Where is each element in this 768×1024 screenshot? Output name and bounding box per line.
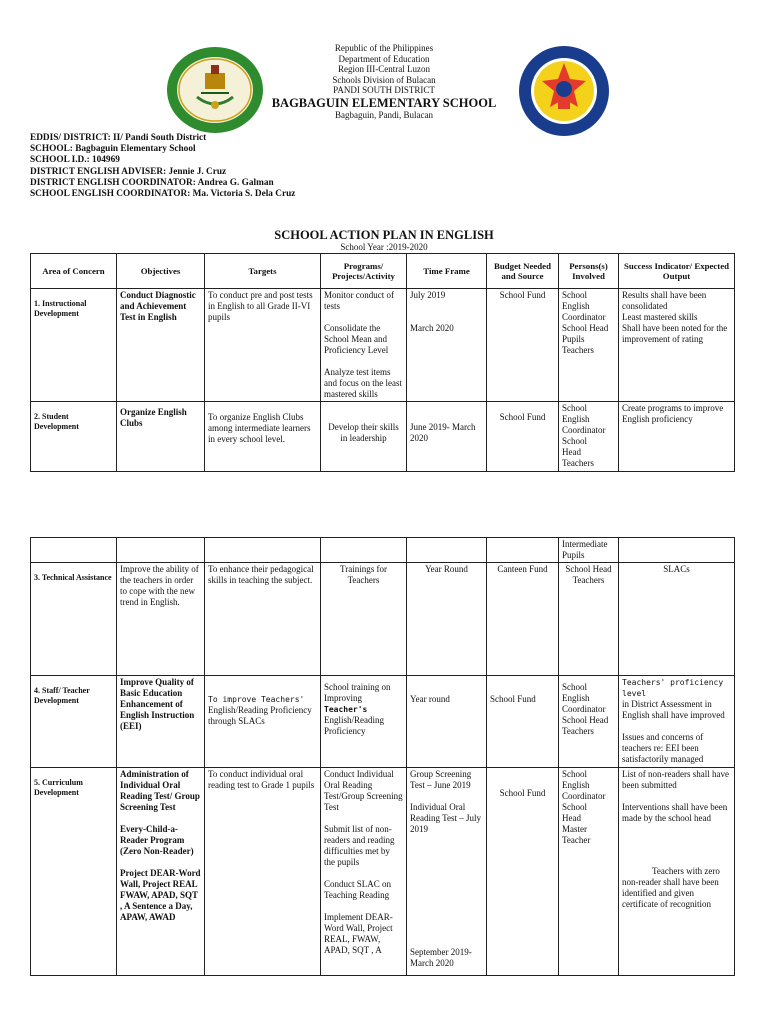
time-item: Individual Oral Reading Test – July 2019 (410, 802, 481, 834)
target-lead: To improve Teachers' (208, 695, 305, 704)
success-cell: SLACs (619, 563, 735, 676)
objective-cell: Improve Quality of Basic Education Enhancement of English Instruction (EEI) (117, 676, 205, 768)
area-of-concern: 2. Student Development (31, 402, 117, 472)
program-item: Conduct SLAC on Teaching Reading (324, 879, 392, 900)
table-row (31, 676, 735, 768)
time-item: July 2019 (410, 290, 446, 300)
letterhead (0, 43, 768, 121)
budget-cell: School Fund (487, 768, 559, 976)
column-header: Persons(s) Involved (559, 254, 619, 289)
program-item: School training on Improving (324, 682, 391, 703)
time-frame-cell: June 2019- March 2020 (407, 402, 487, 472)
person-item: Coordinator (562, 791, 606, 801)
info-line: EDDIS/ DISTRICT: II/ Pandi South District (30, 133, 207, 143)
empty-cell (619, 538, 735, 563)
school-name: BAGBAGUIN ELEMENTARY SCHOOL (271, 95, 497, 110)
info-line: DISTRICT ENGLISH COORDINATOR: Andrea G. Galman (30, 177, 274, 188)
target-cell (205, 676, 321, 768)
area-of-concern: 4. Staff/ Teacher Development (31, 676, 117, 768)
programs-cell: Develop their skills in leadership (321, 402, 407, 472)
person-item: School (562, 802, 588, 812)
program-item: Submit list of non-readers and reading difficulties met by the pupils (324, 824, 395, 867)
budget-cell: School Fund (487, 676, 559, 768)
action-plan-table-continued (30, 537, 735, 976)
person-item: School Head (562, 715, 609, 725)
column-header: Programs/ Projects/Activity (321, 254, 407, 289)
info-line: SCHOOL: Bagbaguin Elementary School (30, 144, 196, 155)
person-item: Coordinator (562, 704, 606, 714)
person-item: Teachers (562, 726, 594, 736)
time-item: March 2020 (410, 323, 454, 333)
target-cell: To organize English Clubs among intermediate learners in every school level. (205, 402, 321, 472)
area-of-concern: 1. Instructional Development (31, 289, 117, 402)
time-frame-cell: Year round (407, 676, 487, 768)
info-line: SCHOOL I.D.: 104969 (30, 155, 120, 166)
success-cell (619, 289, 735, 402)
table-row (31, 538, 735, 563)
program-item: English/Reading Proficiency (324, 715, 384, 736)
program-item: Conduct Individual Oral Reading Test/Group Screening Test (324, 769, 403, 812)
empty-cell (487, 538, 559, 563)
person-item: Pupils (562, 550, 585, 560)
budget-cell: Canteen Fund (487, 563, 559, 676)
success-cell: Create programs to improve English proficiency (619, 402, 735, 472)
school-address: Bagbaguin, Pandi, Bulacan (335, 109, 433, 120)
time-frame-cell (407, 289, 487, 402)
table-row (31, 768, 735, 976)
column-header: Area of Concern (31, 254, 117, 289)
school-year: School Year :2019-2020 (340, 242, 428, 252)
person-item: School (562, 403, 588, 413)
empty-cell (321, 538, 407, 563)
person-item: Head (562, 447, 581, 457)
header-line: Department of Education (338, 53, 430, 64)
success-item: Shall have been noted for the improvement of rating (622, 323, 728, 344)
person-item: Head (562, 813, 581, 823)
target-cell: To conduct pre and post tests in English to all Grade II-VI pupils (205, 289, 321, 402)
persons-cell (559, 768, 619, 976)
persons-cell (559, 402, 619, 472)
objective-item: Project DEAR-Word Wall, Project REAL FWAW, APAD, SQT , A Sentence a Day, APAW, AWAD (120, 868, 201, 922)
program-item: Monitor conduct of tests (324, 290, 394, 311)
info-line: DISTRICT ENGLISH ADVISER: Jennie J. Cruz (30, 166, 227, 177)
column-header: Time Frame (407, 254, 487, 289)
objective-cell: Improve the ability of the teachers in order to cope with the new trend in English. (117, 563, 205, 676)
table-header-row (31, 254, 735, 289)
programs-cell (321, 289, 407, 402)
success-item: in District Assessment in English shall have improved (622, 699, 725, 720)
persons-cell (559, 538, 619, 563)
table-row (31, 563, 735, 676)
person-item: English (562, 301, 590, 311)
success-item: Issues and concerns of teachers re: EEI been satisfactorily managed (622, 732, 704, 764)
target-cell: To conduct individual oral reading test to Grade 1 pupils (205, 768, 321, 976)
info-line: SCHOOL ENGLISH COORDINATOR: Ma. Victoria S. Dela Cruz (30, 189, 296, 200)
persons-cell (559, 289, 619, 402)
person-item: English (562, 780, 590, 790)
header-line: Region III-Central Luzon (338, 64, 430, 75)
table-row (31, 402, 735, 472)
objective-item: Every-Child-a-Reader Program (Zero Non-Reader) (120, 824, 194, 856)
objective-cell: Conduct Diagnostic and Achievement Test in English (117, 289, 205, 402)
person-item: Master (562, 824, 587, 834)
table-row (31, 289, 735, 402)
column-header: Targets (205, 254, 321, 289)
success-cell (619, 768, 735, 976)
plan-title: SCHOOL ACTION PLAN IN ENGLISH (274, 228, 494, 242)
empty-cell (31, 538, 117, 563)
person-item: School (562, 682, 588, 692)
person-item: Intermediate (562, 539, 608, 549)
header-line: Republic of the Philippines (334, 43, 434, 53)
programs-cell (321, 768, 407, 976)
column-header: Success Indicator/ Expected Output (619, 254, 735, 289)
header-line: Schools Division of Bulacan (332, 74, 436, 85)
person-item: English (562, 414, 590, 424)
time-item: September 2019- March 2020 (410, 947, 472, 968)
success-item: List of non-readers shall have been submitted (622, 769, 729, 790)
person-item: School (562, 769, 588, 779)
action-plan-table (30, 253, 735, 472)
objective-cell (117, 768, 205, 976)
objective-cell: Organize English Clubs (117, 402, 205, 472)
target-cell: To enhance their pedagogical skills in teaching the subject. (205, 563, 321, 676)
person-item: Teachers (562, 458, 594, 468)
success-item: Results shall have been consolidated (622, 290, 707, 311)
persons-cell: School Head Teachers (559, 563, 619, 676)
person-item: School (562, 436, 588, 446)
program-item: Teacher's (324, 705, 368, 714)
persons-cell (559, 676, 619, 768)
time-frame-cell (407, 768, 487, 976)
header-line: PANDI SOUTH DISTRICT (333, 85, 435, 96)
time-frame-cell: Year Round (407, 563, 487, 676)
program-item: Consolidate the School Mean and Proficiency Level (324, 323, 389, 355)
success-item: Teachers with zero non-reader shall have been identified and given certificate of recognition (622, 866, 720, 909)
programs-cell (321, 676, 407, 768)
time-item: Group Screening Test – June 2019 (410, 769, 472, 790)
person-item: School Head (562, 323, 609, 333)
budget-cell: School Fund (487, 289, 559, 402)
area-of-concern: 3. Technical Assistance (31, 563, 117, 676)
person-item: School (562, 290, 588, 300)
empty-cell (407, 538, 487, 563)
person-item: Coordinator (562, 312, 606, 322)
empty-cell (205, 538, 321, 563)
success-item: Interventions shall have been made by the school head (622, 802, 728, 823)
programs-cell: Trainings for Teachers (321, 563, 407, 676)
program-item: Implement DEAR-Word Wall, Project REAL, FWAW, APAD, SQT , A (324, 912, 393, 955)
school-info (30, 133, 295, 200)
program-item: Analyze test items and focus on the least mastered skills (324, 367, 402, 399)
empty-cell (117, 538, 205, 563)
person-item: English (562, 693, 590, 703)
success-cell (619, 676, 735, 768)
success-lead: Teachers' proficiency level (622, 678, 724, 698)
column-header: Budget Needed and Source (487, 254, 559, 289)
person-item: Coordinator (562, 425, 606, 435)
person-item: Teachers (562, 345, 594, 355)
column-header: Objectives (117, 254, 205, 289)
target-text: English/Reading Proficiency through SLACs (208, 705, 312, 726)
budget-cell: School Fund (487, 402, 559, 472)
area-of-concern: 5. Curriculum Development (31, 768, 117, 976)
success-item: Least mastered skills (622, 312, 698, 322)
person-item: Pupils (562, 334, 585, 344)
person-item: Teacher (562, 835, 591, 845)
objective-item: Administration of Individual Oral Reading Test/ Group Screening Test (120, 769, 200, 812)
